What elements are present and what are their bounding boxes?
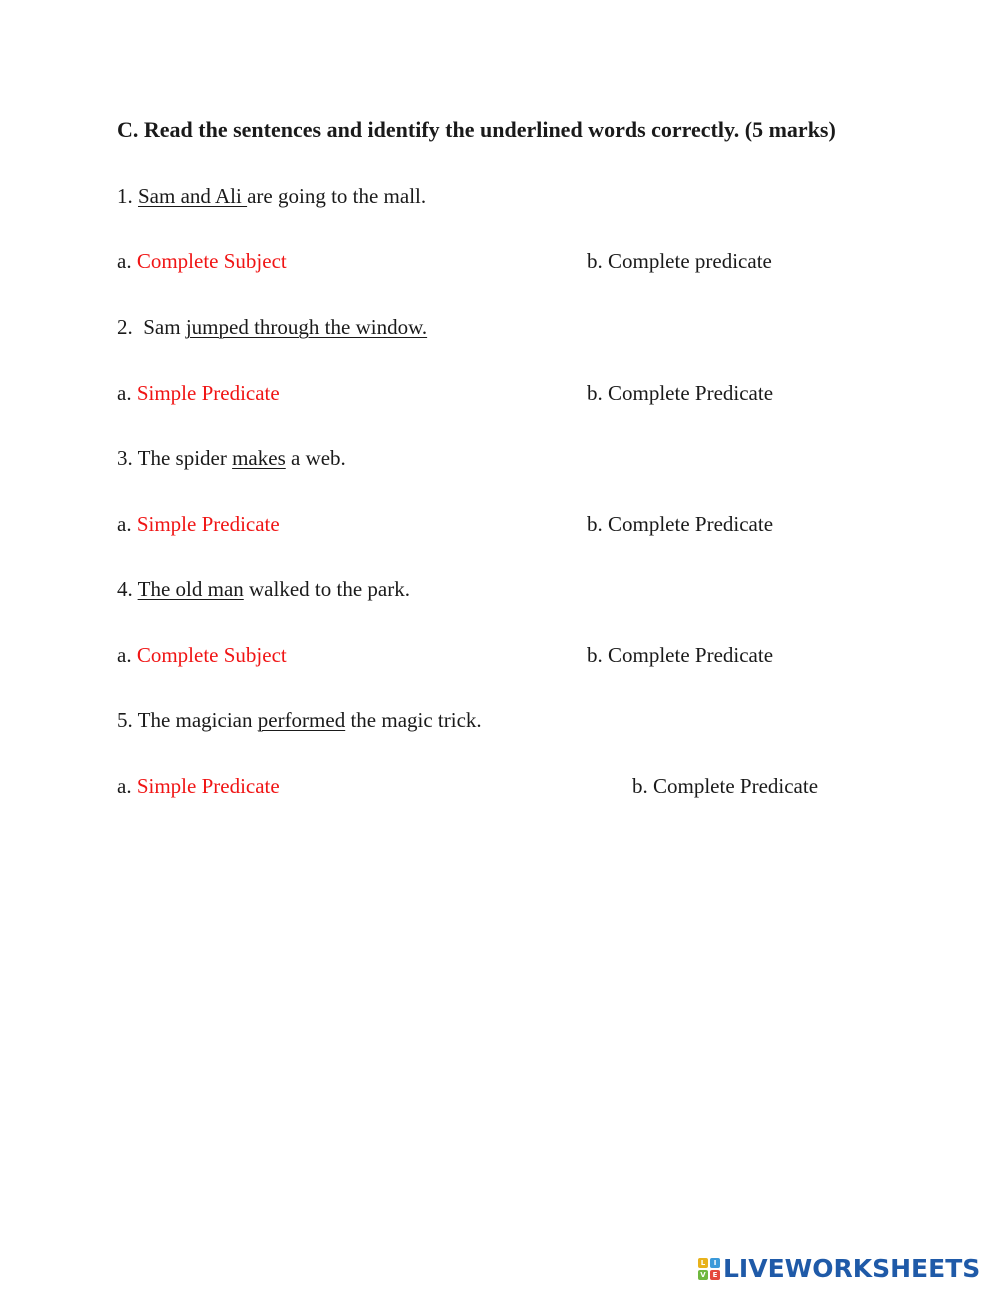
question-1-suffix: are going to the mall. <box>247 184 427 208</box>
option-a-text: Complete Subject <box>136 249 287 273</box>
option-a-text: Simple Predicate <box>136 774 280 798</box>
option-a-label: a. <box>117 774 137 798</box>
question-5-prefix: 5. The magician <box>117 708 258 732</box>
question-3 <box>117 445 346 471</box>
question-1-option-a[interactable] <box>117 248 287 274</box>
question-5-option-a[interactable] <box>117 773 280 799</box>
question-1-underlined: Sam and Ali <box>138 184 248 208</box>
question-3-option-a[interactable] <box>117 511 280 537</box>
question-3-option-b[interactable]: b. Complete Predicate <box>587 512 774 536</box>
question-2-underlined: jumped through the window. <box>185 315 428 339</box>
question-5-option-b[interactable]: b. Complete Predicate <box>632 774 819 798</box>
question-5-underlined: performed <box>257 708 346 732</box>
option-a-text: Simple Predicate <box>136 381 280 405</box>
question-3-underlined: makes <box>232 446 286 470</box>
question-1-option-b[interactable]: b. Complete predicate <box>587 249 772 273</box>
question-2 <box>117 314 427 340</box>
option-a-text: Simple Predicate <box>136 512 280 536</box>
question-1-prefix: 1. <box>117 184 138 208</box>
worksheet-heading: C. Read the sentences and identify the underlined words correctly. (5 marks) <box>117 117 836 142</box>
liveworksheets-logo <box>698 1254 980 1284</box>
question-4-prefix: 4. <box>117 577 138 601</box>
logo-square-i: I <box>710 1258 720 1268</box>
option-a-text: Complete Subject <box>136 643 287 667</box>
logo-text: LIVEWORKSHEETS <box>723 1254 981 1283</box>
question-1 <box>117 183 426 209</box>
question-5-suffix: the magic trick. <box>345 708 482 732</box>
logo-square-e: E <box>710 1270 720 1280</box>
option-a-label: a. <box>117 381 137 405</box>
logo-squares-icon <box>698 1258 720 1280</box>
question-2-prefix: 2. Sam <box>117 315 186 339</box>
option-a-label: a. <box>117 512 137 536</box>
logo-square-v: V <box>698 1270 708 1280</box>
question-4 <box>117 576 410 602</box>
question-3-suffix: a web. <box>285 446 346 470</box>
question-2-option-b[interactable]: b. Complete Predicate <box>587 381 774 405</box>
question-4-option-a[interactable] <box>117 642 287 668</box>
question-5 <box>117 707 482 733</box>
question-4-suffix: walked to the park. <box>243 577 410 601</box>
option-a-label: a. <box>117 249 137 273</box>
logo-square-l: L <box>698 1258 708 1268</box>
question-2-option-a[interactable] <box>117 380 280 406</box>
question-4-option-b[interactable]: b. Complete Predicate <box>587 643 774 667</box>
question-4-underlined: The old man <box>137 577 244 601</box>
question-3-prefix: 3. The spider <box>117 446 233 470</box>
option-a-label: a. <box>117 643 137 667</box>
